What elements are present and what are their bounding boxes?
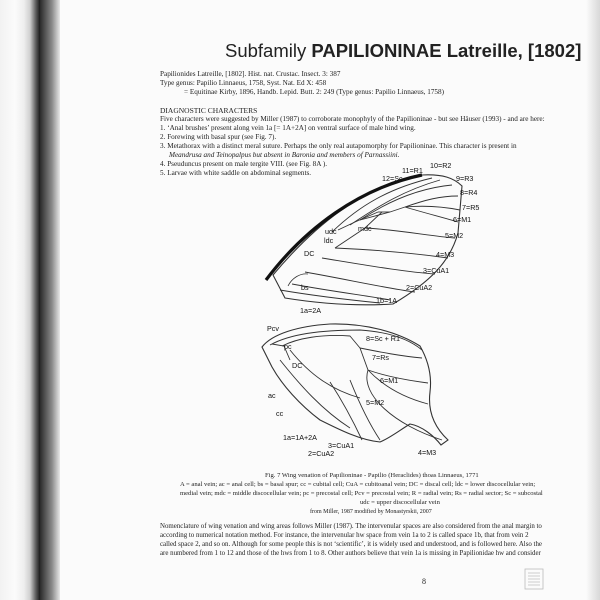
reference-line-1: Papilionides Latreille, [1802]. Hist. nat. Crustac. Insect. 3: 387	[160, 70, 341, 78]
fw-label: 6=M1	[453, 215, 472, 224]
fw-label: udc	[325, 227, 337, 236]
fw-label: 7=R5	[462, 203, 480, 212]
diagnostic-heading: DIAGNOSTIC CHARACTERS	[160, 106, 258, 115]
body-line: according to numerical notation method. For instance, the intervenular hw space from vein 1a to 2 is called space 1b, that from vein 2	[160, 532, 529, 539]
page-gutter-shadow	[40, 0, 60, 600]
hw-label: cc	[276, 409, 284, 418]
diagnostic-line: Five characters were suggested by Miller (1987) to corroborate monophyly of the Papilioninae - but see Häuser (1993) - and are here:	[160, 115, 545, 123]
hw-label: DC	[292, 361, 303, 370]
diagnostic-line: 3. Metathorax with a distinct meral suture. Perhaps the only real autapomorphy for Papilioninae. This character is present in	[160, 142, 517, 150]
fw-label: 5=M2	[445, 231, 464, 240]
hw-label: 3=CuA1	[328, 441, 355, 450]
hw-label: 1a=1A+2A	[283, 433, 317, 442]
page-number: 8	[422, 577, 426, 586]
fw-label: 1a=2A	[300, 306, 321, 315]
figure-caption-line: medial vein; mdc = middle discocellular vein; pc = precostal cell; Pcv = precostal vein; R = radial vein; Rs = radial sector; Sc = subcostal	[180, 490, 543, 497]
figure-credit: from Miller, 1987 modified by Monastyrskii, 2007	[310, 509, 432, 515]
title-prefix: Subfamily	[225, 40, 312, 61]
fw-label: 1b=1A	[376, 296, 397, 305]
body-line: called space 2, and so on. Although for some people this is not ‘scientific’, it is widely used and understood, and is followed here. Also the	[160, 541, 542, 548]
fw-label: mdc	[358, 224, 372, 233]
fw-label: 2=CuA2	[406, 283, 433, 292]
hw-label: 8=Sc + R1	[366, 334, 400, 343]
fw-label: 10=R2	[430, 161, 452, 170]
fw-label: 12=Sc	[382, 174, 403, 183]
fw-label: ldc	[324, 236, 334, 245]
fw-label: bs	[301, 283, 309, 292]
fw-label: 9=R3	[456, 174, 474, 183]
diagnostic-line: 2. Forewing with basal spur (see Fig. 7).	[160, 133, 277, 141]
figure-caption-line: A = anal vein; ac = anal cell; bs = basal spur; cc = cubital cell; CuA = cubitoanal vein; DC = discal cell; ldc = lower discocellular vein;	[180, 481, 536, 488]
title-bold: PAPILIONINAE Latreille, [1802]	[311, 40, 582, 61]
body-line: are numbered from 1 to 12 and those of the hws from 1 to 8. Other authors believe that vein 1a is missing in Papilionidae hw and consider	[160, 550, 541, 557]
document-page	[60, 0, 600, 600]
diagnostic-line: 1. ‘Anal brushes’ present along vein 1a [= 1A+2A] on ventral surface of male hind wing.	[160, 124, 416, 132]
hw-label: ac	[268, 391, 276, 400]
fw-label: 11=R1	[402, 166, 423, 175]
reference-line-2: Type genus: Papilio Linnaeus, 1758, Syst. Nat. Ed X: 458	[160, 79, 327, 87]
fw-label: 3=CuA1	[423, 266, 450, 275]
fw-label: 8=R4	[460, 188, 478, 197]
hw-label: pc	[284, 342, 292, 351]
figure-caption-title: Fig. 7 Wing venation of Papilioninae - Papilio (Heraclides) thoas Linnaeus, 1771	[265, 472, 479, 479]
body-line: Nomenclature of wing venation and wing areas follows Miller (1987). The intervenular spaces are also considered from the anal margin to	[160, 523, 542, 530]
diagnostic-line: 5. Larvae with white saddle on abdominal segments.	[160, 169, 312, 177]
hw-label: 4=M3	[418, 448, 437, 457]
hw-label: 7=Rs	[372, 353, 389, 362]
figure-caption-line: udc = upper discocellular vein	[360, 499, 440, 506]
fw-label: DC	[304, 249, 315, 258]
hw-label: 5=M2	[366, 398, 385, 407]
reference-line-3: = Equitinae Kirby, 1896, Handb. Lepid. Butt. 2: 249 (Type genus: Papilio Linnaeus, 1758)	[184, 88, 444, 96]
hw-label: 2=CuA2	[308, 449, 335, 458]
hw-label: 6=M1	[380, 376, 399, 385]
book-spine-shadow	[0, 0, 40, 600]
library-stamp-icon	[524, 568, 544, 590]
diagnostic-line: 4. Pseuduncus present on male tergite VIII. (see Fig. 8A ).	[160, 160, 328, 168]
fw-label: 4=M3	[436, 250, 455, 259]
hw-label: Pcv	[267, 324, 279, 333]
diagnostic-line: Meandrusa and Teinopalpus but absent in Baronia and members of Parnassiini.	[169, 151, 400, 159]
